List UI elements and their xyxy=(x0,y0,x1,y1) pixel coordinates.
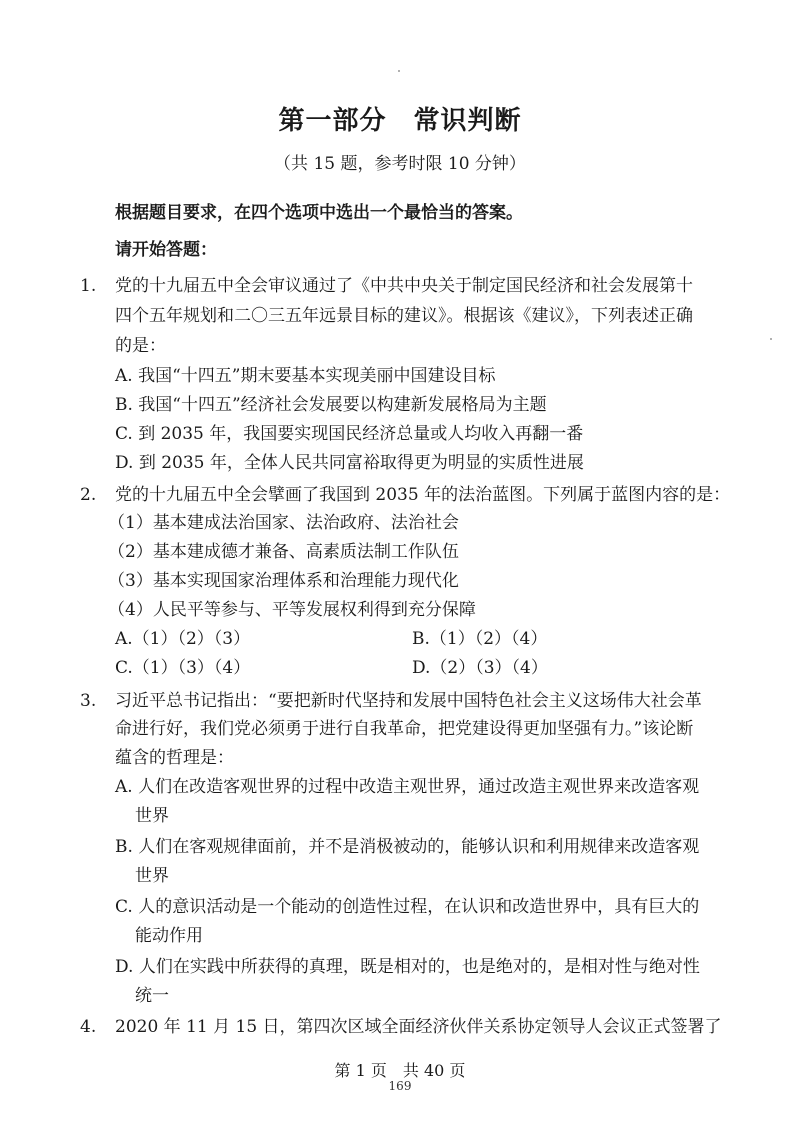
option-b: B.（1）（2）（4） xyxy=(412,629,548,649)
page-indicator: 第 1 页 共 40 页 xyxy=(334,1061,466,1080)
question-stem-line: 命进行好，我们党必须勇于进行自我革命，把党建设得更加坚强有力。”该论断 xyxy=(115,719,694,739)
instruction-line: 根据题目要求，在四个选项中选出一个最恰当的答案。 xyxy=(115,203,523,223)
option-b-continuation: 世界 xyxy=(135,866,169,886)
statement-item: （3）基本实现国家治理体系和治理能力现代化 xyxy=(108,571,459,591)
option-b: B. 我国“十四五”经济社会发展要以构建新发展格局为主题 xyxy=(115,395,547,415)
option-d: D. 到 2035 年，全体人民共同富裕取得更为明显的实质性进展 xyxy=(115,453,584,473)
option-c: C.（1）（3）（4） xyxy=(115,658,251,678)
option-a: A.（1）（2）（3） xyxy=(115,629,251,649)
question-stem-line: 四个五年规划和二〇三五年远景目标的建议》。根据该《建议》，下列表述正确 xyxy=(115,306,693,326)
scan-speck xyxy=(398,70,400,72)
page-serial-number: 169 xyxy=(388,1079,412,1093)
statement-item: （2）基本建成德才兼备、高素质法制工作队伍 xyxy=(108,542,459,562)
section-subtitle: （共 15 题，参考时限 10 分钟） xyxy=(274,154,526,174)
start-prompt: 请开始答题： xyxy=(115,240,217,260)
question-number: 1. xyxy=(80,276,97,296)
question-number: 2. xyxy=(80,485,97,505)
question-stem-line: 党的十九届五中全会擘画了我国到 2035 年的法治蓝图。下列属于蓝图内容的是： xyxy=(115,485,731,505)
question-stem-line: 2020 年 11 月 15 日，第四次区域全面经济伙伴关系协定领导人会议正式签署了 xyxy=(115,1017,722,1037)
question-stem-line: 党的十九届五中全会审议通过了《中共中央关于制定国民经济和社会发展第十 xyxy=(115,276,693,296)
option-d: D. 人们在实践中所获得的真理，既是相对的，也是绝对的，是相对性与绝对性 xyxy=(115,957,700,977)
statement-item: （4）人民平等参与、平等发展权利得到充分保障 xyxy=(108,600,476,620)
option-a: A. 人们在改造客观世界的过程中改造主观世界，通过改造主观世界来改造客观 xyxy=(115,777,700,797)
statement-item: （1）基本建成法治国家、法治政府、法治社会 xyxy=(108,513,459,533)
question-number: 4. xyxy=(80,1017,97,1037)
option-a-continuation: 世界 xyxy=(135,806,169,826)
scan-speck xyxy=(770,338,772,340)
option-c: C. 到 2035 年，我国要实现国民经济总量或人均收入再翻一番 xyxy=(115,424,584,444)
question-number: 3. xyxy=(80,691,97,711)
option-a: A. 我国“十四五”期末要基本实现美丽中国建设目标 xyxy=(115,366,496,386)
option-d: D.（2）（3）（4） xyxy=(412,658,548,678)
section-title: 第一部分 常识判断 xyxy=(278,106,522,136)
question-stem-line: 的是： xyxy=(115,336,166,356)
question-stem-line: 蕴含的哲理是： xyxy=(115,748,234,768)
option-c: C. 人的意识活动是一个能动的创造性过程，在认识和改造世界中，具有巨大的 xyxy=(115,897,700,917)
option-d-continuation: 统一 xyxy=(135,986,169,1006)
question-stem-line: 习近平总书记指出：“要把新时代坚持和发展中国特色社会主义这场伟大社会革 xyxy=(115,691,702,711)
option-c-continuation: 能动作用 xyxy=(135,926,203,946)
option-b: B. 人们在客观规律面前，并不是消极被动的，能够认识和利用规律来改造客观 xyxy=(115,837,700,857)
